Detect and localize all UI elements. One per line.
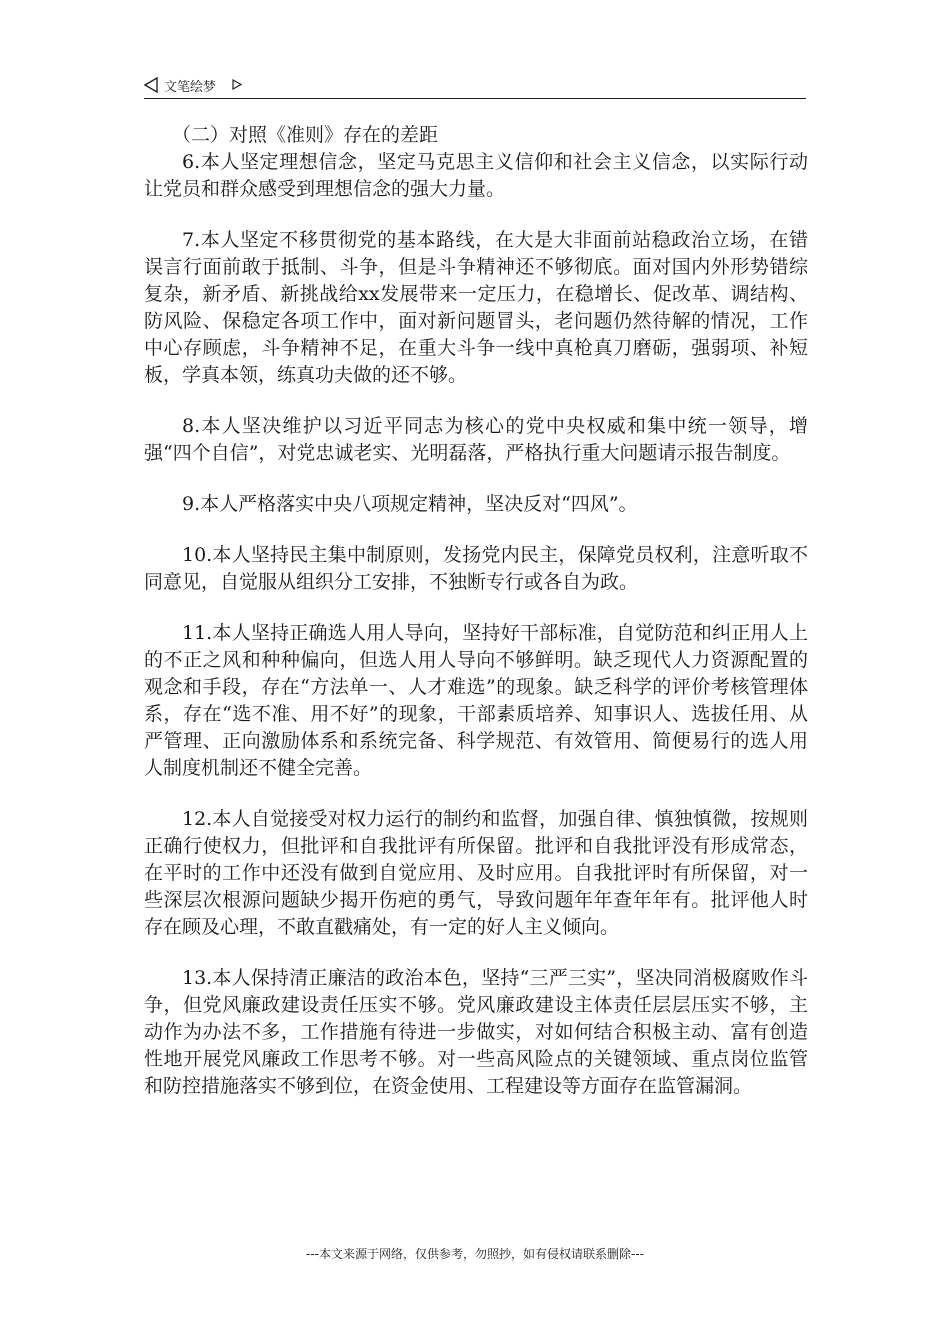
paragraph-11: 11.本人坚持正确选人用人导向，坚持好干部标准，自觉防范和纠正用人上的不正之风和种种偏向，但选人用人导向不够鲜明。缺乏现代人力资源配置的观念和手段，存在“方法单一、人才难选”的现象。缺乏科学的评价考核管理体系，存在“选不准、用不好”的现象，干部素质培养、知事识人、选拔任用、从严管理、正向激励体系和系统完备、科学规范、有效管用、简便易行的选人用人制度机制还不健全完善。	[144, 622, 808, 779]
paragraph-8: 8.本人坚决维护以习近平同志为核心的党中央权威和集中统一领导，增强“四个自信”，对党忠诚老实、光明磊落，严格执行重大问题请示报告制度。	[144, 415, 808, 464]
page-header	[144, 74, 806, 99]
paragraph-7: 7.本人坚定不移贯彻党的基本路线，在大是大非面前站稳政治立场，在错误言行面前敢于抵制、斗争，但是斗争精神还不够彻底。面对国内外形势错综复杂，新矛盾、新挑战给xx发展带来一定压力，在稳增长、促改革、调结构、防风险、保稳定各项工作中，面对新问题冒头，老问题仍然待解的情况，工作中心存顾虑，斗争精神不足，在重大斗争一线中真枪真刀磨砺，强弱项、补短板，学真本领，练真功夫做的还不够。	[144, 229, 808, 386]
section-title: （二）对照《准则》存在的差距	[172, 124, 439, 146]
paragraph-12: 12.本人自觉接受对权力运行的制约和监督，加强自律、慎独慎微，按规则正确行使权力，但批评和自我批评有所保留。批评和自我批评没有形成常态，在平时的工作中还没有做到自觉应用、及时应用。自我批评时有所保留，对一些深层次根源问题缺少揭开伤疤的勇气，导致问题年年查年年有。批评他人时存在顾及心理，不敢直戳痛处，有一定的好人主义倾向。	[144, 808, 808, 938]
header-brand: 文笔绘梦	[164, 80, 217, 95]
paragraph-6: 6.本人坚定理想信念，坚定马克思主义信仰和社会主义信念，以实际行动让党员和群众感受到理想信念的强大力量。	[144, 151, 808, 200]
triangle-right-icon	[232, 79, 242, 90]
page-footer: ---本文来源于网络，仅供参考，勿照抄，如有侵权请联系删除---	[306, 1247, 644, 1261]
paragraph-10: 10.本人坚持民主集中制原则，发扬党内民主，保障党员权利，注意听取不同意见，自觉服从组织分工安排，不独断专行或各自为政。	[144, 544, 808, 593]
paragraph-13: 13.本人保持清正廉洁的政治本色，坚持“三严三实”，坚决同消极腐败作斗争，但党风廉政建设责任压实不够。党风廉政建设主体责任层层压实不够，主动作为办法不多，工作措施有待进一步做实，对如何结合积极主动、富有创造性地开展党风廉政工作思考不够。对一些高风险点的关键领域、重点岗位监管和防控措施落实不够到位，在资金使用、工程建设等方面存在监管漏洞。	[144, 967, 808, 1097]
document-body	[144, 122, 808, 1100]
paragraph-9: 9.本人严格落实中央八项规定精神，坚决反对“四风”。	[182, 493, 638, 515]
triangle-left-icon	[144, 77, 158, 93]
